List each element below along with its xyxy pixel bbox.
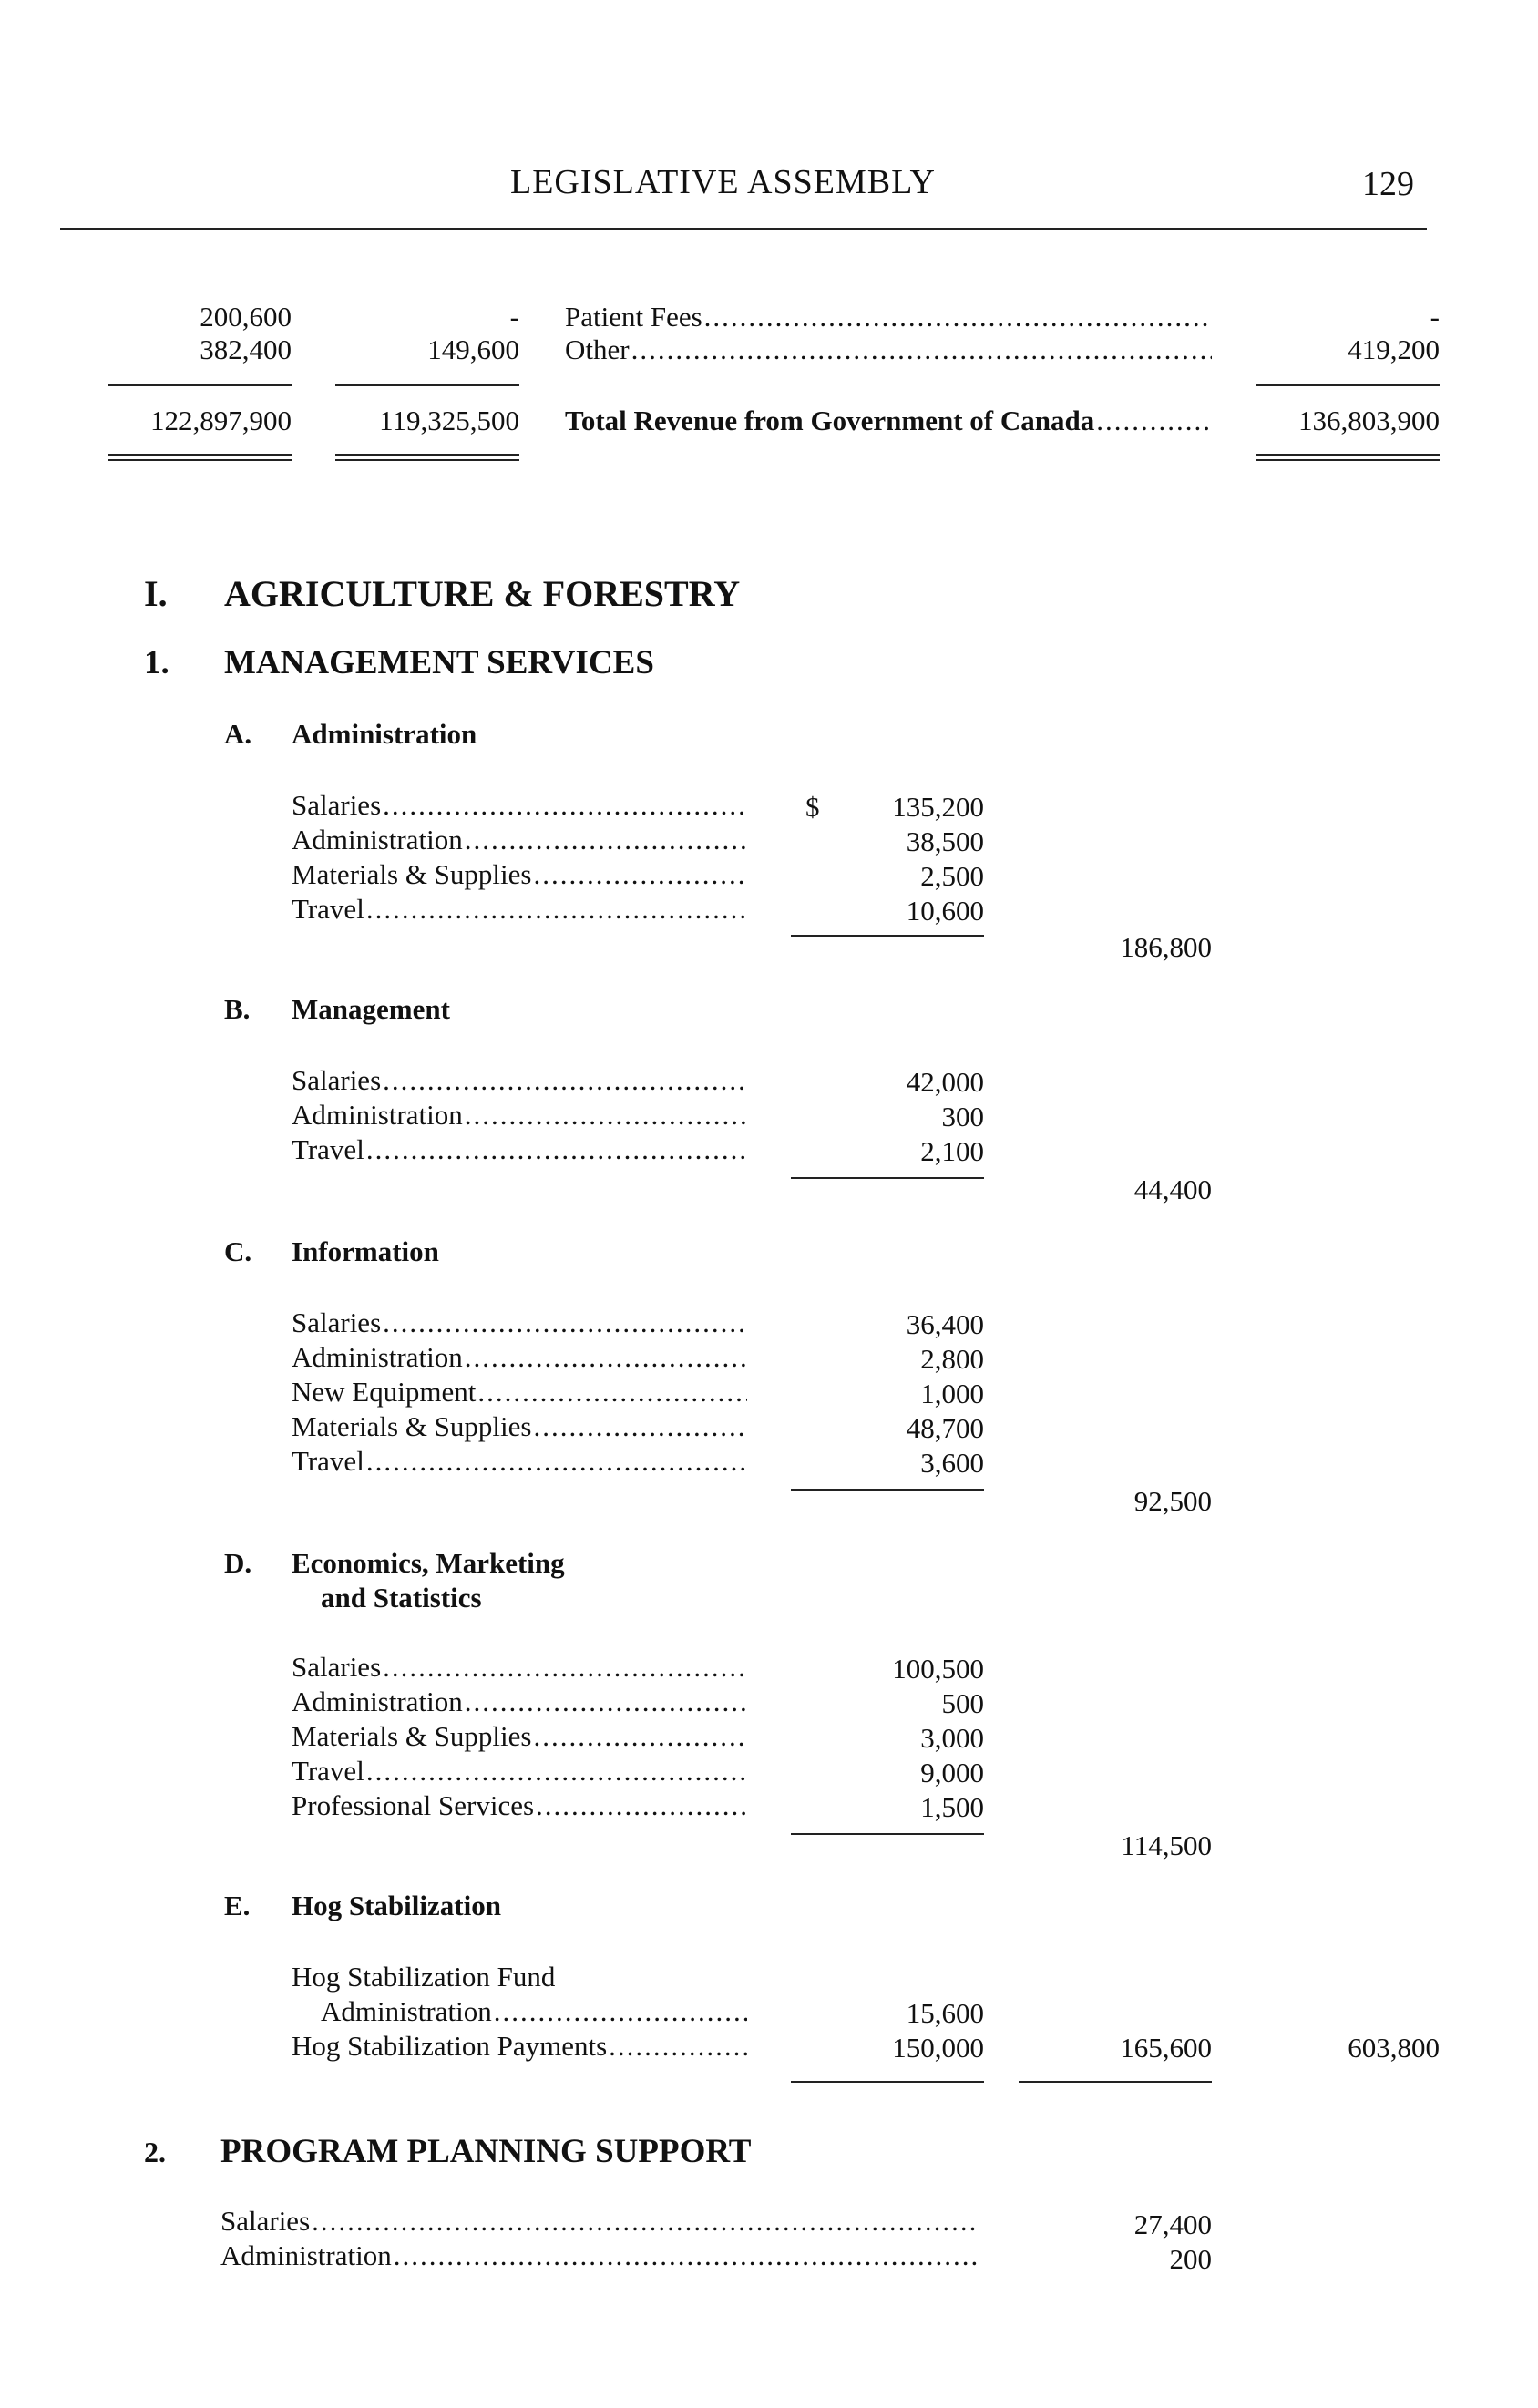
e-item-administration: Administration .....	[321, 1995, 747, 2028]
c-amount-new-equipment: 1,000	[920, 1378, 984, 1409]
e-item-payments: Hog Stabilization Payments .....	[292, 2030, 747, 2063]
a-amount-salaries: 135,200	[892, 791, 984, 823]
c-amount-salaries: 36,400	[906, 1308, 984, 1340]
revenue-double-rule-col1	[108, 454, 292, 461]
program2-amount-administration: 200	[1169, 2243, 1212, 2275]
e-amount-payments: 150,000	[892, 2032, 984, 2064]
subsection-c-letter: C.	[224, 1235, 252, 1267]
b-item-travel: Travel .....	[292, 1133, 747, 1166]
c-amount-materials: 48,700	[906, 1412, 984, 1444]
a-amount-materials: 2,500	[920, 860, 984, 892]
b-item-administration: Administration .....	[292, 1099, 747, 1132]
revenue-total-col1: 122,897,900	[150, 405, 292, 436]
b-amount-travel: 2,100	[920, 1135, 984, 1167]
a-amount-administration: 38,500	[906, 825, 984, 857]
e-subtotal-rule	[1019, 2081, 1212, 2083]
a-item-administration: Administration .....	[292, 824, 747, 856]
c-item-travel: Travel .....	[292, 1445, 747, 1478]
d-subtotal-rule	[791, 1833, 984, 1835]
header-rule	[60, 228, 1427, 230]
c-amount-administration: 2,800	[920, 1343, 984, 1375]
revenue-rule-col2	[335, 384, 519, 386]
revenue-double-rule-col3	[1256, 454, 1440, 461]
revenue-double-rule-col2	[335, 454, 519, 461]
subsection-d-title-line1: Economics, Marketing	[292, 1547, 565, 1579]
section-number: I.	[144, 573, 168, 614]
subsection-a-title: Administration	[292, 718, 477, 750]
c-item-salaries: Salaries .....	[292, 1306, 747, 1339]
program1-number: 1.	[144, 644, 169, 681]
c-item-administration: Administration .....	[292, 1341, 747, 1374]
a-amount-travel: 10,600	[906, 895, 984, 927]
subsection-e-title: Hog Stabilization	[292, 1890, 501, 1921]
e-amount-administration: 15,600	[906, 1997, 984, 2029]
program2-number: 2.	[144, 2136, 166, 2168]
d-item-salaries: Salaries .....	[292, 1651, 747, 1684]
c-item-materials: Materials & Supplies .....	[292, 1410, 747, 1443]
page-title: LEGISLATIVE ASSEMBLY	[510, 163, 936, 201]
page-number: 129	[1362, 165, 1414, 203]
revenue-col3-row2: 419,200	[1348, 333, 1440, 365]
b-amount-salaries: 42,000	[906, 1066, 984, 1098]
d-subtotal: 114,500	[1121, 1829, 1212, 1861]
d-item-materials: Materials & Supplies .....	[292, 1720, 747, 1753]
subsection-d-letter: D.	[224, 1547, 252, 1579]
e-amount-rule	[791, 2081, 984, 2083]
revenue-rule-col3	[1256, 384, 1440, 386]
revenue-label-row2: Other .....	[565, 333, 1212, 366]
revenue-label-row1: Patient Fees .....	[565, 301, 1212, 333]
subsection-a-letter: A.	[224, 718, 252, 750]
revenue-col2-row1: -	[509, 301, 519, 333]
d-item-professional-services: Professional Services .....	[292, 1789, 747, 1822]
d-amount-professional-services: 1,500	[920, 1791, 984, 1823]
e-subtotal: 165,600	[1120, 2032, 1212, 2064]
a-subtotal-rule	[791, 935, 984, 937]
d-amount-salaries: 100,500	[892, 1653, 984, 1685]
e-fund-label: Hog Stabilization Fund	[292, 1961, 556, 1993]
subsection-c-title: Information	[292, 1235, 439, 1267]
revenue-col2-row2: 149,600	[427, 333, 519, 365]
revenue-col1-row1: 200,600	[200, 301, 292, 333]
c-subtotal-rule	[791, 1489, 984, 1491]
section-title: AGRICULTURE & FORESTRY	[224, 573, 741, 614]
subsection-b-letter: B.	[224, 993, 251, 1025]
a-item-travel: Travel .....	[292, 893, 747, 926]
revenue-rule-col1	[108, 384, 292, 386]
b-subtotal: 44,400	[1133, 1173, 1212, 1205]
b-amount-administration: 300	[941, 1101, 984, 1132]
revenue-total-label: Total Revenue from Government of Canada .....	[565, 405, 1212, 437]
program2-amount-salaries: 27,400	[1133, 2208, 1212, 2240]
c-item-new-equipment: New Equipment .....	[292, 1376, 747, 1409]
d-amount-travel: 9,000	[920, 1757, 984, 1788]
revenue-col1-row2: 382,400	[200, 333, 292, 365]
program1-title: MANAGEMENT SERVICES	[224, 644, 654, 681]
revenue-total-col2: 119,325,500	[379, 405, 519, 436]
c-subtotal: 92,500	[1133, 1485, 1212, 1517]
revenue-col3-row1: -	[1430, 301, 1440, 333]
b-item-salaries: Salaries .....	[292, 1064, 747, 1097]
d-amount-materials: 3,000	[920, 1722, 984, 1754]
a-currency: $	[805, 791, 820, 823]
a-item-salaries: Salaries .....	[292, 789, 747, 822]
program2-item-salaries: Salaries .....	[220, 2205, 977, 2238]
c-amount-travel: 3,600	[920, 1447, 984, 1479]
program2-item-administration: Administration .....	[220, 2239, 977, 2272]
program1-total: 603,800	[1348, 2032, 1440, 2064]
a-item-materials: Materials & Supplies .....	[292, 858, 747, 891]
d-item-travel: Travel .....	[292, 1755, 747, 1788]
subsection-d-title-line2: and Statistics	[321, 1582, 482, 1614]
d-item-administration: Administration .....	[292, 1686, 747, 1718]
b-subtotal-rule	[791, 1177, 984, 1179]
subsection-e-letter: E.	[224, 1890, 251, 1921]
revenue-total-col3: 136,803,900	[1298, 405, 1440, 436]
a-subtotal: 186,800	[1120, 931, 1212, 963]
subsection-b-title: Management	[292, 993, 450, 1025]
program2-title: PROGRAM PLANNING SUPPORT	[220, 2133, 752, 2170]
d-amount-administration: 500	[941, 1687, 984, 1719]
